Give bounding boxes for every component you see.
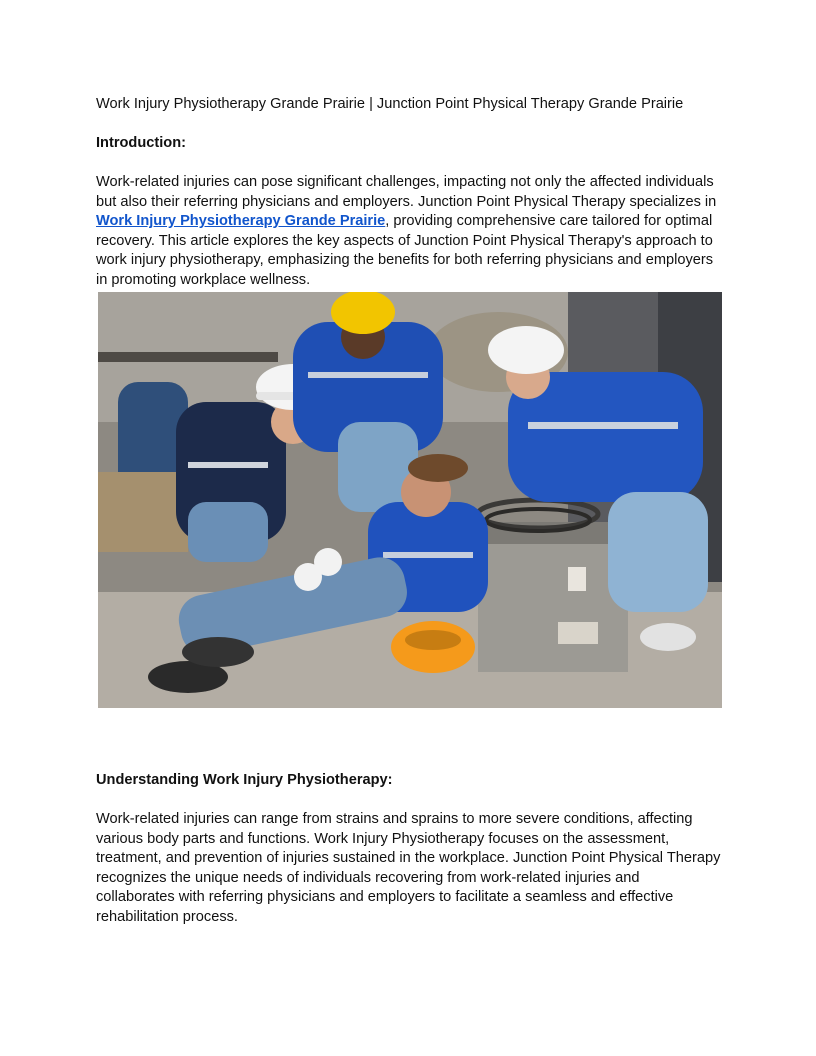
workplace-injury-photo: [98, 292, 722, 708]
intro-text-end: , providing comprehensive care tailored for optimal recovery. This article explores the key aspects of Junction Point Physical Therapy's approach to work injury physiotherapy, emphasizing the benefits for both referring physicians and employers in promoting workplace wellness.: [96, 213, 714, 288]
intro-text-start: Work-related injuries can pose significant challenges, impacting not only the affected individuals but also their referring physicians and employers. Junction Point Physical Therapy specializes in: [96, 174, 717, 210]
document-title: Work Injury Physiotherapy Grande Prairie | Junction Point Physical Therapy Grande Prairie: [96, 96, 684, 112]
understanding-paragraph: Work-related injuries can range from strains and sprains to more severe conditions, affecting various body parts and functions. Work Injury Physiotherapy focuses on the assessment, treatment, and prevention of injuries sustained in the workplace. Junction Point Physical Therapy recognizes the unique needs of individuals recovering from work-related injuries and collaborates with referring physicians and employers to facilitate a seamless and effective rehabilitation process.: [96, 811, 721, 925]
intro-paragraph: [96, 173, 722, 290]
photo-workers-helping-injured-colleague: [98, 292, 722, 708]
service-link[interactable]: Work Injury Physiotherapy Grande Prairie: [96, 213, 386, 229]
intro-heading: Introduction:: [96, 135, 186, 151]
understanding-heading: Understanding Work Injury Physiotherapy:: [96, 772, 393, 788]
